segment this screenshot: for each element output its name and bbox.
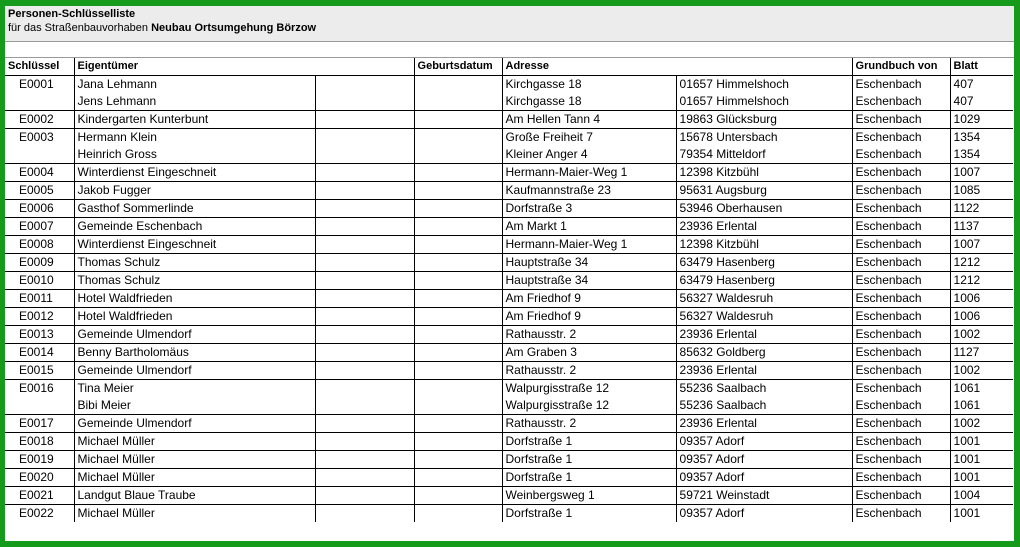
cell-owner-extra[interactable]: [315, 93, 414, 111]
cell-land-register[interactable]: Eschenbach: [852, 111, 950, 129]
cell-birthdate[interactable]: [414, 93, 502, 111]
cell-birthdate[interactable]: [414, 200, 502, 218]
cell-birthdate[interactable]: [414, 362, 502, 380]
table-body: [5, 76, 1013, 523]
cell-birthdate[interactable]: [414, 451, 502, 469]
cell-sheet[interactable]: 1029: [950, 111, 1013, 129]
cell-birthdate[interactable]: [414, 397, 502, 415]
cell-city[interactable]: 09357 Adorf: [676, 451, 852, 469]
cell-land-register[interactable]: Eschenbach: [852, 362, 950, 380]
cell-owner-extra[interactable]: [315, 469, 414, 487]
document-title: Personen-Schlüsselliste: [8, 8, 136, 20]
cell-street[interactable]: Walpurgisstraße 12: [502, 380, 676, 398]
cell-owner-extra[interactable]: [315, 487, 414, 505]
cell-owner[interactable]: Jens Lehmann: [74, 93, 315, 111]
cell-street[interactable]: Rathausstr. 2: [502, 415, 676, 433]
cell-birthdate[interactable]: [414, 326, 502, 344]
cell-street[interactable]: Am Markt 1: [502, 218, 676, 236]
cell-owner-extra[interactable]: [315, 362, 414, 380]
table-row[interactable]: [5, 433, 1013, 451]
cell-sheet[interactable]: 1002: [950, 362, 1013, 380]
cell-owner-extra[interactable]: [315, 505, 414, 523]
cell-key[interactable]: E0009: [5, 254, 74, 272]
table-row[interactable]: [5, 129, 1013, 147]
cell-birthdate[interactable]: [414, 129, 502, 147]
cell-land-register[interactable]: Eschenbach: [852, 254, 950, 272]
table-row[interactable]: [5, 308, 1013, 326]
cell-street[interactable]: Kirchgasse 18: [502, 76, 676, 94]
cell-land-register[interactable]: Eschenbach: [852, 469, 950, 487]
cell-owner[interactable]: Benny Bartholomäus: [74, 344, 315, 362]
cell-sheet[interactable]: 407: [950, 76, 1013, 94]
cell-birthdate[interactable]: [414, 308, 502, 326]
cell-owner[interactable]: Landgut Blaue Traube: [74, 487, 315, 505]
col-header-address[interactable]: Adresse: [502, 58, 852, 76]
cell-land-register[interactable]: Eschenbach: [852, 76, 950, 94]
cell-sheet[interactable]: 1002: [950, 415, 1013, 433]
cell-owner-extra[interactable]: [315, 415, 414, 433]
cell-owner[interactable]: Gemeinde Ulmendorf: [74, 415, 315, 433]
cell-key[interactable]: E0022: [5, 505, 74, 523]
cell-key[interactable]: E0020: [5, 469, 74, 487]
cell-key[interactable]: E0013: [5, 326, 74, 344]
cell-key[interactable]: E0018: [5, 433, 74, 451]
cell-sheet[interactable]: 1061: [950, 380, 1013, 398]
cell-owner[interactable]: Winterdienst Eingeschneit: [74, 236, 315, 254]
table-row[interactable]: [5, 469, 1013, 487]
cell-birthdate[interactable]: [414, 218, 502, 236]
cell-street[interactable]: Weinbergsweg 1: [502, 487, 676, 505]
cell-sheet[interactable]: 1007: [950, 236, 1013, 254]
cell-key[interactable]: E0014: [5, 344, 74, 362]
cell-street[interactable]: Am Friedhof 9: [502, 290, 676, 308]
cell-owner-extra[interactable]: [315, 76, 414, 94]
cell-owner[interactable]: Jakob Fugger: [74, 182, 315, 200]
cell-land-register[interactable]: Eschenbach: [852, 326, 950, 344]
table-row[interactable]: [5, 380, 1013, 398]
cell-sheet[interactable]: 1007: [950, 164, 1013, 182]
table-row[interactable]: [5, 218, 1013, 236]
cell-birthdate[interactable]: [414, 254, 502, 272]
table-row[interactable]: [5, 397, 1013, 415]
cell-land-register[interactable]: Eschenbach: [852, 451, 950, 469]
cell-key[interactable]: [5, 146, 74, 164]
cell-key[interactable]: E0011: [5, 290, 74, 308]
cell-sheet[interactable]: 1001: [950, 469, 1013, 487]
table-row[interactable]: [5, 111, 1013, 129]
cell-key[interactable]: E0007: [5, 218, 74, 236]
key-list-table: [5, 58, 1013, 522]
cell-key[interactable]: E0003: [5, 129, 74, 147]
table-row[interactable]: [5, 164, 1013, 182]
table-row[interactable]: [5, 344, 1013, 362]
cell-birthdate[interactable]: [414, 380, 502, 398]
cell-sheet[interactable]: 1006: [950, 290, 1013, 308]
cell-birthdate[interactable]: [414, 76, 502, 94]
cell-land-register[interactable]: Eschenbach: [852, 397, 950, 415]
cell-owner[interactable]: Gasthof Sommerlinde: [74, 200, 315, 218]
cell-city[interactable]: 79354 Mitteldorf: [676, 146, 852, 164]
cell-land-register[interactable]: Eschenbach: [852, 272, 950, 290]
cell-city[interactable]: 85632 Goldberg: [676, 344, 852, 362]
cell-owner[interactable]: Michael Müller: [74, 451, 315, 469]
cell-city[interactable]: 01657 Himmelshoch: [676, 93, 852, 111]
cell-owner[interactable]: Thomas Schulz: [74, 254, 315, 272]
cell-land-register[interactable]: Eschenbach: [852, 308, 950, 326]
cell-city[interactable]: 09357 Adorf: [676, 469, 852, 487]
cell-street[interactable]: Dorfstraße 1: [502, 451, 676, 469]
cell-sheet[interactable]: 1001: [950, 505, 1013, 523]
cell-city[interactable]: 55236 Saalbach: [676, 397, 852, 415]
header-spacer: [5, 42, 1014, 58]
cell-owner[interactable]: Michael Müller: [74, 469, 315, 487]
cell-city[interactable]: 63479 Hasenberg: [676, 254, 852, 272]
cell-birthdate[interactable]: [414, 344, 502, 362]
cell-key[interactable]: E0010: [5, 272, 74, 290]
cell-key[interactable]: E0015: [5, 362, 74, 380]
cell-key[interactable]: E0004: [5, 164, 74, 182]
table-row[interactable]: [5, 254, 1013, 272]
cell-owner[interactable]: Hotel Waldfrieden: [74, 290, 315, 308]
cell-owner[interactable]: Thomas Schulz: [74, 272, 315, 290]
cell-street[interactable]: Rathausstr. 2: [502, 326, 676, 344]
cell-city[interactable]: 23936 Erlental: [676, 362, 852, 380]
cell-city[interactable]: 55236 Saalbach: [676, 380, 852, 398]
cell-street[interactable]: Rathausstr. 2: [502, 362, 676, 380]
cell-key[interactable]: E0021: [5, 487, 74, 505]
project-name: Neubau Ortsumgehung Börzow: [151, 22, 317, 34]
cell-key[interactable]: E0012: [5, 308, 74, 326]
cell-birthdate[interactable]: [414, 469, 502, 487]
cell-city[interactable]: 15678 Untersbach: [676, 129, 852, 147]
cell-street[interactable]: Dorfstraße 3: [502, 200, 676, 218]
cell-owner[interactable]: Michael Müller: [74, 433, 315, 451]
cell-street[interactable]: Dorfstraße 1: [502, 505, 676, 523]
cell-owner[interactable]: Gemeinde Ulmendorf: [74, 362, 315, 380]
cell-owner-extra[interactable]: [315, 218, 414, 236]
cell-street[interactable]: Dorfstraße 1: [502, 469, 676, 487]
cell-sheet[interactable]: 1001: [950, 433, 1013, 451]
cell-land-register[interactable]: Eschenbach: [852, 182, 950, 200]
cell-city[interactable]: 09357 Adorf: [676, 505, 852, 523]
cell-sheet[interactable]: 1212: [950, 272, 1013, 290]
cell-street[interactable]: Große Freiheit 7: [502, 129, 676, 147]
col-header-owner[interactable]: Eigentümer: [74, 58, 414, 76]
cell-birthdate[interactable]: [414, 164, 502, 182]
cell-owner-extra[interactable]: [315, 111, 414, 129]
cell-key[interactable]: E0006: [5, 200, 74, 218]
cell-street[interactable]: Am Graben 3: [502, 344, 676, 362]
cell-sheet[interactable]: 1212: [950, 254, 1013, 272]
cell-street[interactable]: Dorfstraße 1: [502, 433, 676, 451]
cell-owner[interactable]: Hermann Klein: [74, 129, 315, 147]
cell-sheet[interactable]: 1006: [950, 308, 1013, 326]
cell-owner[interactable]: Tina Meier: [74, 380, 315, 398]
table-row[interactable]: [5, 451, 1013, 469]
cell-owner-extra[interactable]: [315, 344, 414, 362]
cell-key[interactable]: [5, 397, 74, 415]
cell-owner-extra[interactable]: [315, 164, 414, 182]
cell-sheet[interactable]: 1002: [950, 326, 1013, 344]
cell-owner[interactable]: Heinrich Gross: [74, 146, 315, 164]
cell-key[interactable]: E0017: [5, 415, 74, 433]
cell-owner-extra[interactable]: [315, 200, 414, 218]
cell-owner[interactable]: Kindergarten Kunterbunt: [74, 111, 315, 129]
table-row[interactable]: [5, 272, 1013, 290]
cell-owner[interactable]: Michael Müller: [74, 505, 315, 523]
document-sheet: [5, 6, 1014, 541]
table-row[interactable]: [5, 93, 1013, 111]
cell-birthdate[interactable]: [414, 290, 502, 308]
cell-owner-extra[interactable]: [315, 129, 414, 147]
cell-sheet[interactable]: 1127: [950, 344, 1013, 362]
cell-land-register[interactable]: Eschenbach: [852, 380, 950, 398]
cell-sheet[interactable]: 1354: [950, 129, 1013, 147]
cell-sheet[interactable]: 407: [950, 93, 1013, 111]
table-row[interactable]: [5, 487, 1013, 505]
cell-owner-extra[interactable]: [315, 380, 414, 398]
cell-city[interactable]: 12398 Kitzbühl: [676, 164, 852, 182]
cell-city[interactable]: 23936 Erlental: [676, 218, 852, 236]
col-header-sheet[interactable]: Blatt: [950, 58, 1013, 76]
cell-street[interactable]: Am Hellen Tann 4: [502, 111, 676, 129]
cell-key[interactable]: E0019: [5, 451, 74, 469]
cell-city[interactable]: 63479 Hasenberg: [676, 272, 852, 290]
col-header-land-register[interactable]: Grundbuch von: [852, 58, 950, 76]
cell-city[interactable]: 95631 Augsburg: [676, 182, 852, 200]
cell-street[interactable]: Hermann-Maier-Weg 1: [502, 164, 676, 182]
cell-birthdate[interactable]: [414, 236, 502, 254]
col-header-key[interactable]: Schlüssel: [5, 58, 74, 76]
cell-city[interactable]: 12398 Kitzbühl: [676, 236, 852, 254]
cell-sheet[interactable]: 1137: [950, 218, 1013, 236]
cell-owner[interactable]: Winterdienst Eingeschneit: [74, 164, 315, 182]
cell-owner-extra[interactable]: [315, 146, 414, 164]
cell-owner-extra[interactable]: [315, 254, 414, 272]
table-row[interactable]: [5, 236, 1013, 254]
table-row[interactable]: [5, 200, 1013, 218]
cell-city[interactable]: 19863 Glücksburg: [676, 111, 852, 129]
cell-city[interactable]: 56327 Waldesruh: [676, 308, 852, 326]
cell-sheet[interactable]: 1001: [950, 451, 1013, 469]
cell-owner[interactable]: Jana Lehmann: [74, 76, 315, 94]
table-row[interactable]: [5, 415, 1013, 433]
table-row[interactable]: [5, 146, 1013, 164]
cell-land-register[interactable]: Eschenbach: [852, 487, 950, 505]
cell-owner-extra[interactable]: [315, 433, 414, 451]
cell-birthdate[interactable]: [414, 415, 502, 433]
cell-street[interactable]: Walpurgisstraße 12: [502, 397, 676, 415]
cell-birthdate[interactable]: [414, 505, 502, 523]
cell-owner-extra[interactable]: [315, 272, 414, 290]
cell-city[interactable]: 09357 Adorf: [676, 433, 852, 451]
table-row[interactable]: [5, 362, 1013, 380]
cell-owner-extra[interactable]: [315, 182, 414, 200]
cell-owner[interactable]: Hotel Waldfrieden: [74, 308, 315, 326]
cell-sheet[interactable]: 1354: [950, 146, 1013, 164]
document-subtitle: [8, 21, 1014, 35]
cell-city[interactable]: 01657 Himmelshoch: [676, 76, 852, 94]
cell-city[interactable]: 59721 Weinstadt: [676, 487, 852, 505]
cell-owner-extra[interactable]: [315, 397, 414, 415]
cell-key[interactable]: E0016: [5, 380, 74, 398]
cell-owner-extra[interactable]: [315, 236, 414, 254]
document-header: [5, 6, 1014, 42]
table-row[interactable]: [5, 505, 1013, 523]
cell-land-register[interactable]: Eschenbach: [852, 290, 950, 308]
cell-owner-extra[interactable]: [315, 451, 414, 469]
cell-city[interactable]: 23936 Erlental: [676, 415, 852, 433]
table-row[interactable]: [5, 290, 1013, 308]
cell-key[interactable]: E0008: [5, 236, 74, 254]
cell-birthdate[interactable]: [414, 111, 502, 129]
cell-owner[interactable]: Bibi Meier: [74, 397, 315, 415]
cell-land-register[interactable]: Eschenbach: [852, 344, 950, 362]
cell-land-register[interactable]: Eschenbach: [852, 433, 950, 451]
cell-street[interactable]: Kirchgasse 18: [502, 93, 676, 111]
cell-sheet[interactable]: 1004: [950, 487, 1013, 505]
cell-city[interactable]: 56327 Waldesruh: [676, 290, 852, 308]
cell-owner-extra[interactable]: [315, 308, 414, 326]
cell-sheet[interactable]: 1061: [950, 397, 1013, 415]
cell-street[interactable]: Kleiner Anger 4: [502, 146, 676, 164]
cell-street[interactable]: Hauptstraße 34: [502, 254, 676, 272]
cell-street[interactable]: Kaufmannstraße 23: [502, 182, 676, 200]
cell-owner[interactable]: Gemeinde Eschenbach: [74, 218, 315, 236]
cell-key[interactable]: E0001: [5, 76, 74, 94]
col-header-birthdate[interactable]: Geburtsdatum: [414, 58, 502, 76]
cell-key[interactable]: E0005: [5, 182, 74, 200]
cell-street[interactable]: Am Friedhof 9: [502, 308, 676, 326]
cell-land-register[interactable]: Eschenbach: [852, 505, 950, 523]
cell-birthdate[interactable]: [414, 433, 502, 451]
cell-birthdate[interactable]: [414, 182, 502, 200]
cell-key[interactable]: [5, 93, 74, 111]
cell-land-register[interactable]: Eschenbach: [852, 236, 950, 254]
cell-owner-extra[interactable]: [315, 326, 414, 344]
cell-land-register[interactable]: Eschenbach: [852, 218, 950, 236]
cell-sheet[interactable]: 1122: [950, 200, 1013, 218]
cell-city[interactable]: 53946 Oberhausen: [676, 200, 852, 218]
cell-land-register[interactable]: Eschenbach: [852, 129, 950, 147]
cell-land-register[interactable]: Eschenbach: [852, 146, 950, 164]
cell-owner-extra[interactable]: [315, 290, 414, 308]
cell-street[interactable]: Hauptstraße 34: [502, 272, 676, 290]
cell-street[interactable]: Hermann-Maier-Weg 1: [502, 236, 676, 254]
cell-city[interactable]: 23936 Erlental: [676, 326, 852, 344]
cell-land-register[interactable]: Eschenbach: [852, 93, 950, 111]
table-row[interactable]: [5, 182, 1013, 200]
cell-land-register[interactable]: Eschenbach: [852, 415, 950, 433]
cell-land-register[interactable]: Eschenbach: [852, 200, 950, 218]
table-row[interactable]: [5, 326, 1013, 344]
cell-key[interactable]: E0002: [5, 111, 74, 129]
cell-birthdate[interactable]: [414, 487, 502, 505]
cell-owner[interactable]: Gemeinde Ulmendorf: [74, 326, 315, 344]
table-header-row: [5, 58, 1013, 76]
table-row[interactable]: [5, 76, 1013, 94]
cell-land-register[interactable]: Eschenbach: [852, 164, 950, 182]
cell-birthdate[interactable]: [414, 146, 502, 164]
cell-birthdate[interactable]: [414, 272, 502, 290]
cell-sheet[interactable]: 1085: [950, 182, 1013, 200]
subtitle-prefix: für das Straßenbauvorhaben: [8, 22, 152, 34]
